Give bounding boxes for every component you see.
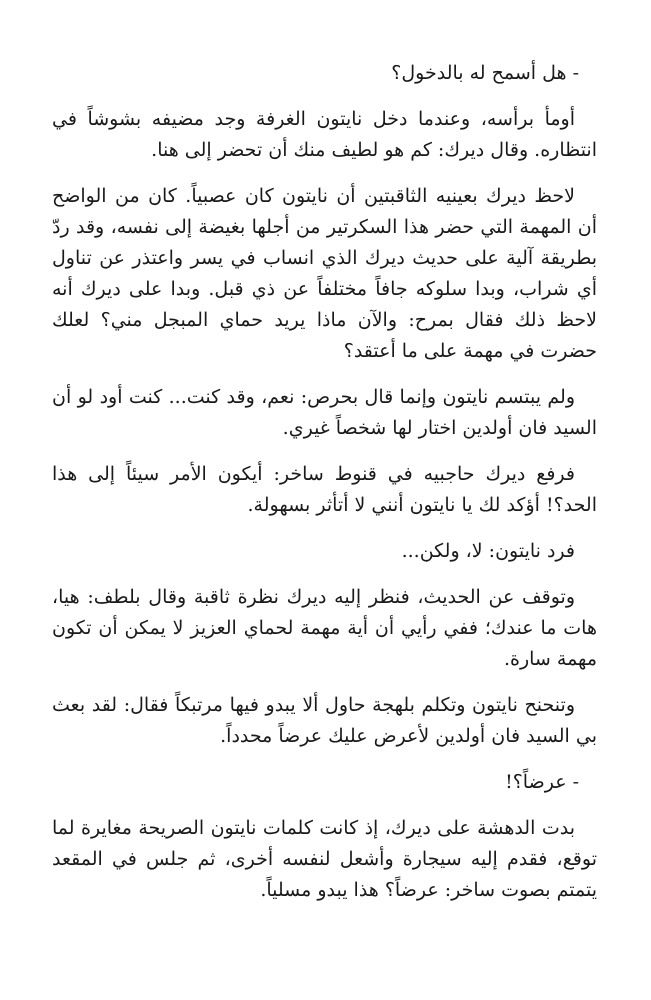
paragraph-knighton-enters: أومأ برأسه، وعندما دخل نايتون الغرفة وجد مضيفه بشوشاً في انتظاره. وقال ديرك: كم هو لطيف منك أن تحضر إلى هنا. <box>52 108 597 161</box>
paragraph-dialog-permission: - هل أسمح له بالدخول؟ <box>391 62 579 84</box>
paragraph-knighton-offer: وتنحنح نايتون وتكلم بلهجة حاول ألا يبدو فيها مرتبكاً فقال: لقد بعث بي السيد فان أولدين لأعرض عليك عرضاً محدداً. <box>52 694 597 747</box>
paragraph-derek-notices: لاحظ ديرك بعينيه الثاقبتين أن نايتون كان عصبياً. كان من الواضح أن المهمة التي حضر هذا السكرتير من أجلها بغيضة إلى نفسه، وقد ردّ بطريقة آلية على حديث ديرك الذي انساب في يسر واعتذر عن تناول أي شراب، وبدا سلوكه جافاً مختلفاً عن ذي قبل. وبدا على ديرك أنه لاحظ ذلك فقال بمرح: والآن ماذا يريد حماي المبجل مني؟ لعلك حضرت في مهمة على ما أعتقد؟ <box>52 185 597 362</box>
paragraph-derek-eyebrows: فرفع ديرك حاجبيه في قنوط ساخر: أيكون الأمر سيئاً إلى هذا الحد؟! أؤكد لك يا نايتون أنني لا أتأثر بسهولة. <box>52 463 597 516</box>
paragraph-derek-surprise: بدت الدهشة على ديرك، إذ كانت كلمات نايتون الصريحة مغايرة لما توقع، فقدم إليه سيجارة وأشعل لنفسه أخرى، ثم جلس في المقعد يتمتم بصوت ساخر: عرضاً؟ هذا يبدو مسلياً. <box>52 817 597 901</box>
paragraph-knighton-reply: ولم يبتسم نايتون وإنما قال بحرص: نعم، وقد كنت... كنت أود لو أن السيد فان أولدين اختار لها شخصاً غيري. <box>52 386 597 439</box>
paragraph-knighton-no-but: فرد نايتون: لا، ولكن... <box>401 540 575 562</box>
paragraph-derek-go-on: وتوقف عن الحديث، فنظر إليه ديرك نظرة ثاقبة وقال بلطف: هيا، هات ما عندك؛ ففي رأيي أن أية مهمة لحماي العزيز لا يمكن أن تكون مهمة سارة. <box>52 586 597 670</box>
paragraph-dialog-offer: - عرضاً؟! <box>505 771 579 793</box>
